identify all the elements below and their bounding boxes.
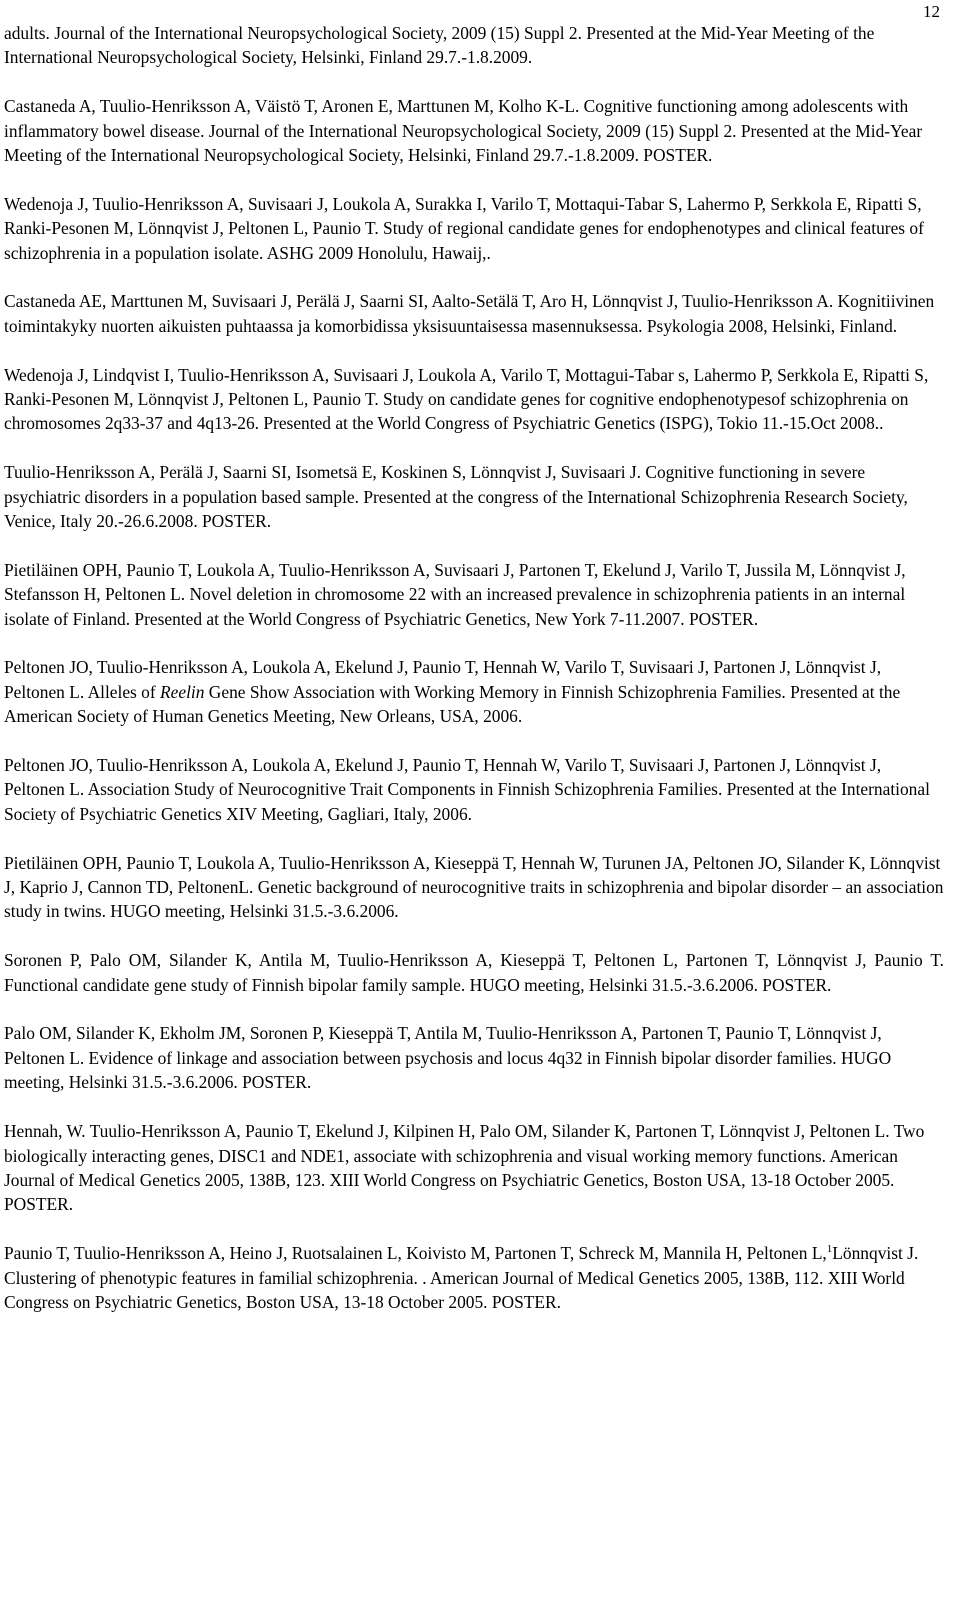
reference-entry: Hennah, W. Tuulio-Henriksson A, Paunio T, Ekelund J, Kilpinen H, Palo OM, Silander K, Partonen T, Lönnqvist J, Peltonen L. Two biologically interacting genes, DISC1 and NDE1, associate with schizophrenia and visual working memory functions. American Journal of Medical Genetics 2005, 138B, 123. XIII World Congress on Psychiatric Genetics, Boston USA, 13-18 October 2005. POSTER.	[4, 1121, 925, 1215]
reference-entry: adults. Journal of the International Neuropsychological Society, 2009 (15) Suppl 2. Presented at the Mid-Year Meeting of the International Neuropsychological Society, Helsinki, Finland 29.7.-1.8.2009.	[4, 23, 875, 68]
reference-entry: Wedenoja J, Tuulio-Henriksson A, Suvisaari J, Loukola A, Surakka I, Varilo T, Mottaqui-Tabar S, Lahermo P, Serkkola E, Ripatti S, Ranki-Pesonen M, Lönnqvist J, Peltonen L, Paunio T. Study of regional candidate genes for endophenotypes and clinical features of schizophrenia in a population isolate. ASHG 2009 Honolulu, Hawaij,.	[4, 193, 924, 263]
reference-entry: Wedenoja J, Lindqvist I, Tuulio-Henriksson A, Suvisaari J, Loukola A, Varilo T, Mottagui-Tabar s, Lahermo P, Serkkola E, Ripatti S, Ranki-Pesonen M, Lönnqvist J, Peltonen L, Paunio T. Study on candidate genes for cognitive endophenotypesof schizophrenia on chromosomes 2q33-37 and 4q13-26. Presented at the World Congress of Psychiatric Genetics (ISPG), Tokio 11.-15.Oct 2008..	[4, 364, 929, 434]
reference-entry: Tuulio-Henriksson A, Perälä J, Saarni SI, Isometsä E, Koskinen S, Lönnqvist J, Suvisaari J. Cognitive functioning in severe psychiatric disorders in a population based sample. Presented at the congress of the International Schizophrenia Research Society, Venice, Italy 20.-26.6.2008. POSTER.	[4, 462, 908, 532]
reference-entry: Palo OM, Silander K, Ekholm JM, Soronen P, Kieseppä T, Antila M, Tuulio-Henriksson A, Partonen T, Paunio T, Lönnqvist J, Peltonen L. Evidence of linkage and association between psychosis and locus 4q32 in Finnish bipolar disorder families. HUGO meeting, Helsinki 31.5.-3.6.2006. POSTER.	[4, 1023, 892, 1093]
reference-entry	[4, 655, 944, 728]
reference-text: Paunio T, Tuulio-Henriksson A, Heino J, Ruotsalainen L, Koivisto M, Partonen T, Schreck M, Mannila H, Peltonen L,	[4, 1243, 827, 1264]
reference-entry: Castaneda A, Tuulio-Henriksson A, Väistö T, Aronen E, Marttunen M, Kolho K-L. Cognitive functioning among adolescents with inflammatory bowel disease. Journal of the International Neuropsychological Society, 2009 (15) Suppl 2. Presented at the Mid-Year Meeting of the International Neuropsychological Society, Helsinki, Finland 29.7.-1.8.2009. POSTER.	[4, 96, 923, 166]
page-number: 12	[923, 2, 940, 21]
reference-text: Lönnqvist J. Clustering of phenotypic features in familial schizophrenia. . American Journal of Medical Genetics 2005, 138B, 112. XIII World Congress on Psychiatric Genetics, Boston USA, 13-18 October 2005. POSTER.	[4, 1243, 919, 1312]
reference-entry: Pietiläinen OPH, Paunio T, Loukola A, Tuulio-Henriksson A, Suvisaari J, Partonen T, Ekelund J, Varilo T, Jussila M, Lönnqvist J, Stefansson H, Peltonen L. Novel deletion in chromosome 22 with an increased prevalence in schizophrenia patients in an internal isolate of Finland. Presented at the World Congress of Psychiatric Genetics, New York 7-11.2007. POSTER.	[4, 559, 906, 629]
reference-entry	[4, 1241, 944, 1314]
reference-list	[4, 21, 944, 1339]
reference-entry: Pietiläinen OPH, Paunio T, Loukola A, Tuulio-Henriksson A, Kieseppä T, Hennah W, Turunen JA, Peltonen JO, Silander K, Lönnqvist J, Kaprio J, Cannon TD, PeltonenL. Genetic background of neurocognitive traits in schizophrenia and bipolar disorder – an association study in twins. HUGO meeting, Helsinki 31.5.-3.6.2006.	[4, 852, 944, 922]
reference-entry: Castaneda AE, Marttunen M, Suvisaari J, Perälä J, Saarni SI, Aalto-Setälä T, Aro H, Lönnqvist J, Tuulio-Henriksson A. Kognitiivinen toimintakyky nuorten aikuisten puhtaassa ja komorbidissa yksisuuntaisessa masennuksessa. Psykologia 2008, Helsinki, Finland.	[4, 291, 935, 336]
reference-text: Peltonen JO, Tuulio-Henriksson A, Loukola A, Ekelund J, Paunio T, Hennah W, Varilo T, Suvisaari J, Partonen J, Lönnqvist J, Peltonen L. Alleles of	[4, 657, 882, 702]
reference-text: Gene Show Association with Working Memory in Finnish Schizophrenia Families. Presented at the American Society of Human Genetics Meeting, New Orleans, USA, 2006.	[4, 681, 901, 727]
superscript-marker: 1	[826, 1243, 833, 1256]
reference-entry: Soronen P, Palo OM, Silander K, Antila M, Tuulio-Henriksson A, Kieseppä T, Peltonen L, Partonen T, Lönnqvist J, Paunio T. Functional candidate gene study of Finnish bipolar family sample. HUGO meeting, Helsinki 31.5.-3.6.2006. POSTER.	[4, 950, 944, 995]
reference-entry: Peltonen JO, Tuulio-Henriksson A, Loukola A, Ekelund J, Paunio T, Hennah W, Varilo T, Suvisaari J, Partonen J, Lönnqvist J, Peltonen L. Association Study of Neurocognitive Trait Components in Finnish Schizophrenia Families. Presented at the International Society of Psychiatric Genetics XIV Meeting, Gagliari, Italy, 2006.	[4, 755, 930, 824]
gene-name-italic: Reelin	[160, 681, 205, 702]
